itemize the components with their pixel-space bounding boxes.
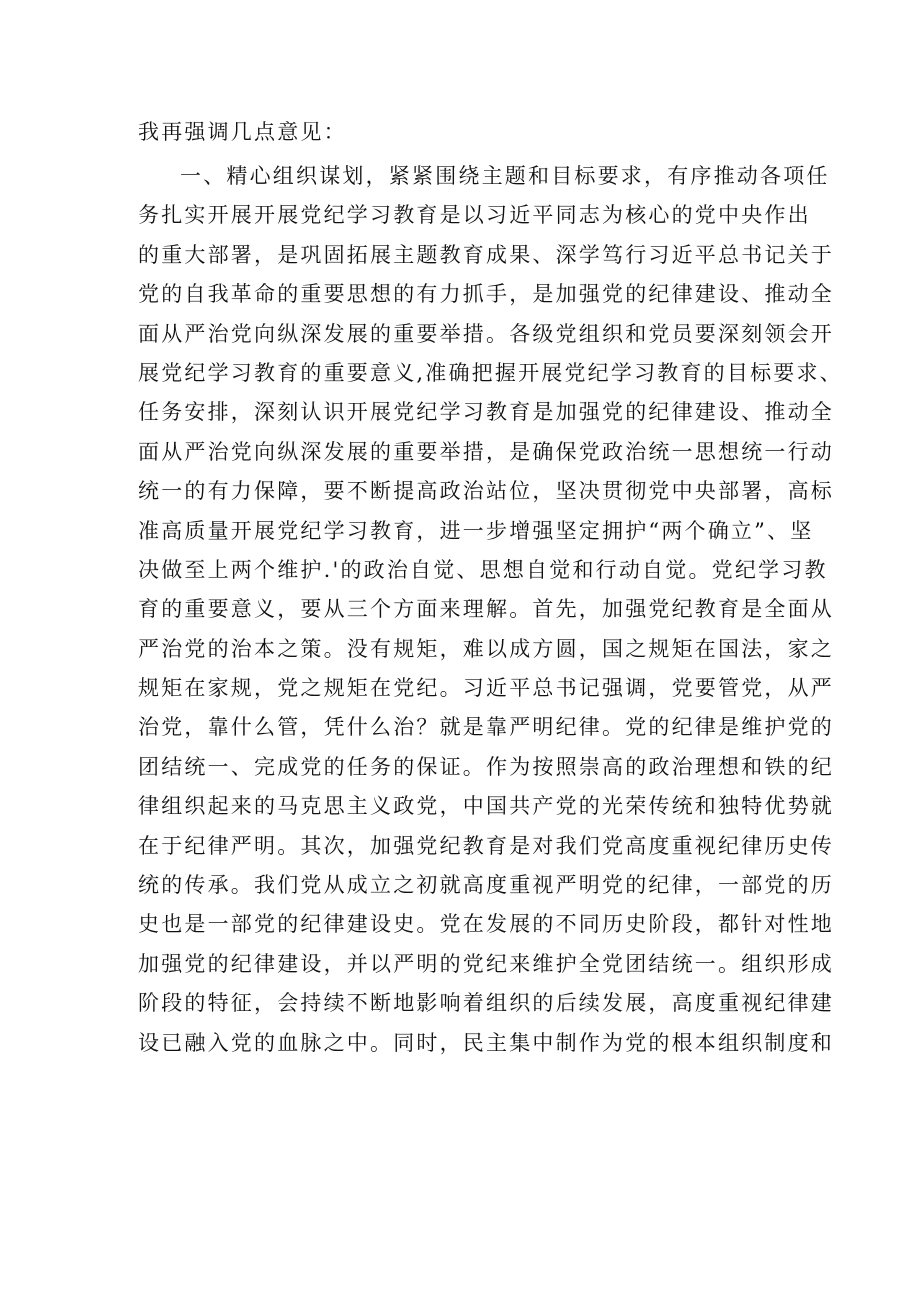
paragraph-line: 面从严治党向纵深发展的重要举措。各级党组织和党员要深刻领会开 xyxy=(138,321,834,346)
paragraph-line: 一、精心组织谋划，紧紧围绕主题和目标要求，有序推动各项任 xyxy=(180,164,830,188)
paragraph-line: 规矩在家规，党之规矩在党纪。习近平总书记强调，党要管党，从严 xyxy=(138,676,834,701)
paragraph-line: 准高质量开展党纪学习教育，进一步增强坚定拥护“两个确立”、坚 xyxy=(138,518,814,543)
paragraph-line: 的重大部署，是巩固拓展主题教育成果、深学笃行习近平总书记关于 xyxy=(138,242,834,267)
paragraph-line: 决做至上两个维护.'的政治自觉、思想自觉和行动自觉。党纪学习教 xyxy=(138,557,828,582)
paragraph-line: 务扎实开展开展党纪学习教育是以习近平同志为核心的党中央作出 xyxy=(138,203,811,228)
paragraph-line: 史也是一部党的纪律建设史。党在发展的不同历史阶段，都针对性地 xyxy=(138,912,834,937)
paragraph-line: 统一的有力保障，要不断提高政治站位，坚决贯彻党中央部署，高标 xyxy=(138,479,834,504)
paragraph-line: 在于纪律严明。其次，加强党纪教育是对我们党高度重视纪律历史传 xyxy=(138,833,834,858)
paragraph-line: 加强党的纪律建设，并以严明的党纪来维护全党团结统一。组织形成 xyxy=(138,951,834,976)
intro-line: 我再强调几点意见： xyxy=(138,120,347,144)
paragraph-line: 育的重要意义，要从三个方面来理解。首先，加强党纪教育是全面从 xyxy=(138,597,834,622)
paragraph-line: 设已融入党的血脉之中。同时，民主集中制作为党的根本组织制度和 xyxy=(138,1030,834,1055)
paragraph-line: 党的自我革命的重要思想的有力抓手，是加强党的纪律建设、推动全 xyxy=(138,282,834,307)
paragraph-line: 阶段的特征，会持续不断地影响着组织的后续发展，高度重视纪律建 xyxy=(138,991,834,1016)
document-body xyxy=(138,113,843,1063)
paragraph-line: 治党，靠什么管，凭什么治？就是靠严明纪律。党的纪律是维护党的 xyxy=(138,715,834,740)
paragraph-line: 面从严治党向纵深发展的重要举措，是确保党政治统一思想统一行动 xyxy=(138,439,834,464)
paragraph-line: 团结统一、完成党的任务的保证。作为按照崇高的政治理想和铁的纪 xyxy=(138,754,834,779)
paragraph-line: 展党纪学习教育的重要意义,准确把握开展党纪学习教育的目标要求、 xyxy=(138,360,843,385)
paragraph-line: 严治党的治本之策。没有规矩，难以成方圆，国之规矩在国法，家之 xyxy=(138,636,834,661)
paragraph-line: 统的传承。我们党从成立之初就高度重视严明党的纪律，一部党的历 xyxy=(138,873,834,898)
paragraph-line: 律组织起来的马克思主义政党，中国共产党的光荣传统和独特优势就 xyxy=(138,794,834,819)
paragraph-line: 任务安排，深刻认识开展党纪学习教育是加强党的纪律建设、推动全 xyxy=(138,400,834,425)
